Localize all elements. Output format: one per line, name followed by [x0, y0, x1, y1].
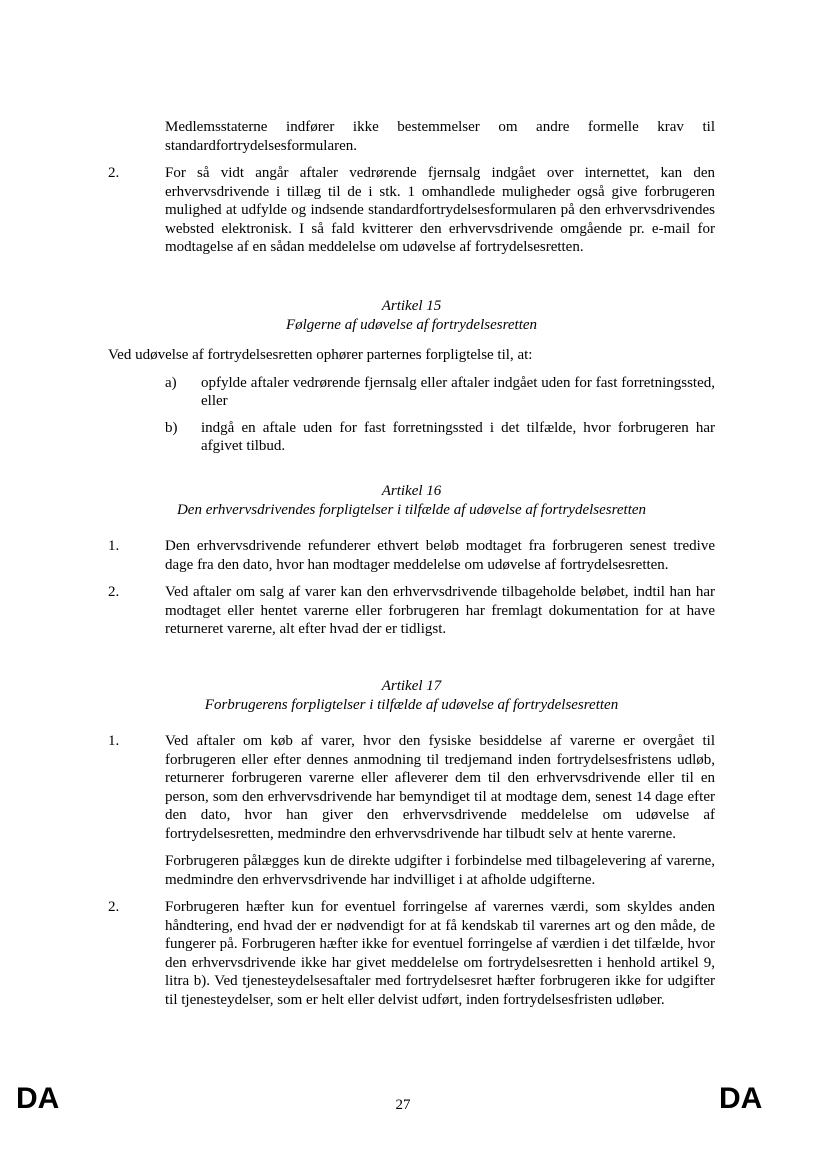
item-letter: b): [165, 419, 178, 436]
paragraph-text: Forbrugeren hæfter kun for eventuel forringelse af varernes værdi, som skyldes anden håndtering, end hvad der er nødvendigt for at få kendskab til varernes art og den måde, de fungerer på. Forbrugeren hæfter ikke for eventuel forringelse af værdien i det tilfælde, hvor den erhvervsdrivende ikke har givet meddelelse om fortrydelsesretten i henhold artikel 9, litra b). Ved tjenesteydelsesaftaler med fortrydelsesret hæfter forbrugeren ikke for udgifter til tjenesteydelser, som er helt eller delvist udført, inden fortrydelsesfristen udløber.: [165, 899, 715, 1008]
paragraph-number: 2.: [108, 899, 120, 915]
page-number: 27: [395, 1097, 411, 1113]
article-15: [108, 297, 715, 464]
article-17: [108, 677, 715, 1018]
paragraph-text: Ved aftaler om køb af varer, hvor den fysiske besiddelse af varerne er overgået til forbrugeren eller efter dennes anmodning til tredjemand inden fortrydelsesfristens udløb, returnerer forbrugeren varerne eller afleverer dem til den erhvervsdrivende eller til en person, som den erhvervsdrivende har bemyndiget til at modtage dem, senest 14 dage efter den dato, hvor han giver den erhvervsdrivende meddelelse om udøvelse af fortrydelsesretten, medmindre den erhvervsdrivende har tilbudt selv at hente varerne.: [165, 733, 715, 842]
paragraph-number: 1.: [108, 538, 120, 554]
article-17-paragraph-1-continuation: Forbrugeren pålægges kun de direkte udgifter i forbindelse med tilbagelevering af varerne, medmindre den erhvervsdrivende har indvilliget i at afholde udgifterne.: [165, 853, 715, 888]
article-16-paragraph-2: [108, 583, 715, 639]
paragraph-text: Den erhvervsdrivende refunderer ethvert beløb modtaget fra forbrugeren senest tredive dage fra den dato, hvor han modtager meddelelse om udøvelse af fortrydelsesretten.: [165, 538, 715, 573]
paragraph-number: 1.: [108, 733, 120, 749]
article-17-title: Forbrugerens forpligtelser i tilfælde af udøvelse af fortrydelsesretten: [204, 696, 619, 713]
article-17-paragraph-1: [108, 732, 715, 843]
article-15-item-b: [108, 419, 715, 456]
article-17-paragraph-2: [108, 898, 715, 1009]
item-letter: a): [165, 374, 177, 391]
item-text: indgå en aftale uden for fast forretningssted i det tilfælde, hvor forbrugeren har afgivet tilbud.: [201, 419, 715, 454]
paragraph-number: 2.: [108, 584, 120, 600]
article-15-title: Følgerne af udøvelse af fortrydelsesretten: [285, 316, 538, 333]
article-16-label: Artikel 16: [381, 483, 442, 499]
paragraph-text: Ved aftaler om salg af varer kan den erhvervsdrivende tilbageholde beløbet, indtil han har modtaget eller hentet varerne eller forbrugeren har fremlagt dokumentation for at have returneret varerne, alt efter hvad der er tidligst.: [165, 584, 715, 637]
article-14-paragraph-2: [108, 164, 715, 257]
language-code-right: DA: [719, 1082, 763, 1115]
article-16-title: Den erhvervsdrivendes forpligtelser i tilfælde af udøvelse af fortrydelsesretten: [176, 501, 647, 518]
language-code-left: DA: [16, 1082, 60, 1115]
item-text: opfylde aftaler vedrørende fjernsalg eller aftaler indgået uden for fast forretningssted, eller: [201, 374, 715, 409]
article-15-intro: Ved udøvelse af fortrydelsesretten ophører parternes forpligtelse til, at:: [108, 347, 533, 363]
article-16-paragraph-1: [108, 537, 715, 574]
article-14-continuation: [108, 118, 715, 266]
article-15-label: Artikel 15: [381, 298, 442, 314]
article-16: [108, 482, 715, 648]
paragraph-continuation: Medlemsstaterne indfører ikke bestemmelser om andre formelle krav til standardfortrydelsesformularen.: [165, 119, 715, 154]
article-17-label: Artikel 17: [381, 678, 442, 694]
paragraph-number: 2.: [108, 165, 120, 181]
article-15-item-a: [108, 374, 715, 411]
paragraph-text: For så vidt angår aftaler vedrørende fjernsalg indgået over internettet, kan den erhvervsdrivende i tillæg til de i stk. 1 omhandlede muligheder også give forbrugeren mulighed at udfylde og indsende standardfortrydelsesformularen på den erhvervsdrivendes websted elektronisk. I så fald kvitterer den erhvervsdrivende omgående pr. e-mail for modtagelse af en sådan meddelelse om udøvelse af fortrydelsesretten.: [165, 165, 715, 255]
